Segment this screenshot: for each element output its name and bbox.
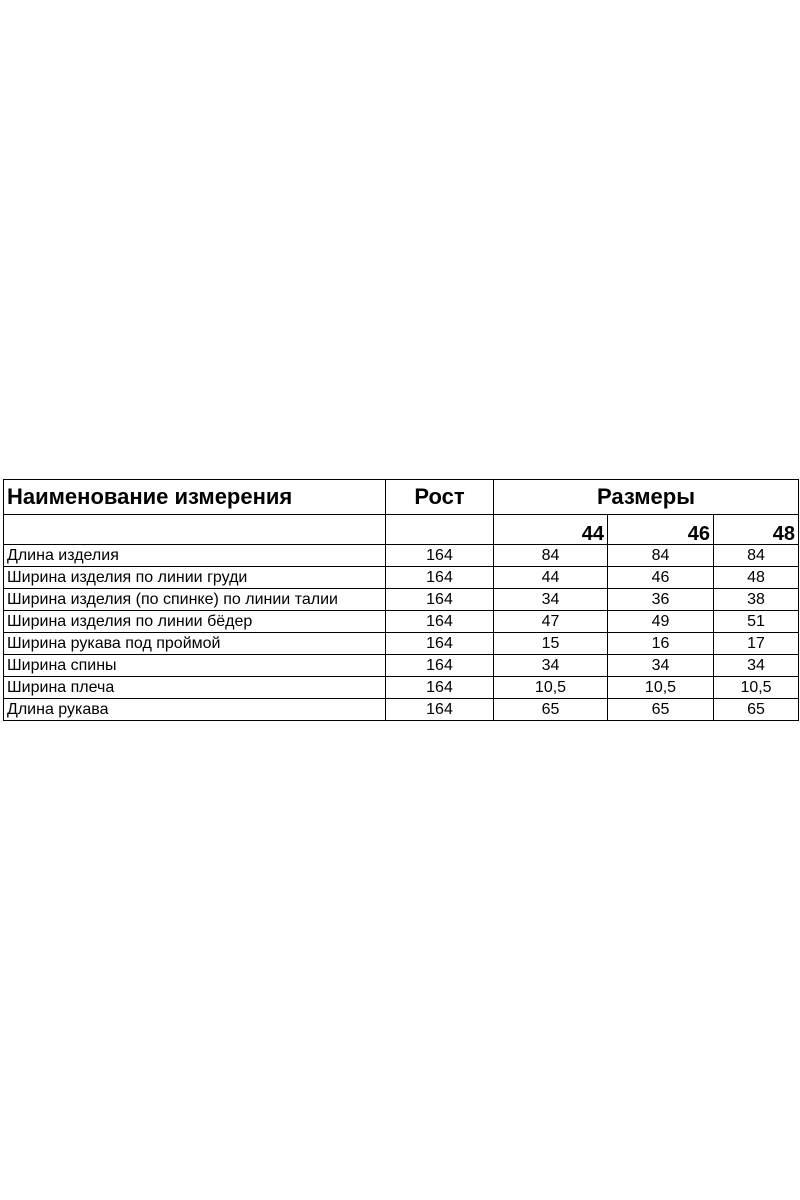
size-value: 17 [714,633,799,655]
size-48-header: 48 [714,515,799,545]
size-value: 34 [608,655,714,677]
size-value: 10,5 [494,677,608,699]
size-value: 84 [608,545,714,567]
size-value: 16 [608,633,714,655]
table-row [4,567,799,589]
height-value: 164 [386,633,494,655]
header-height: Рост [386,480,494,515]
size-value: 44 [494,567,608,589]
table-row [4,545,799,567]
table-row [4,699,799,721]
measurement-name: Ширина изделия (по спинке) по линии талии [4,589,386,611]
measurement-name: Ширина спины [4,655,386,677]
size-chart-table [3,479,799,721]
size-value: 38 [714,589,799,611]
measurement-name: Ширина плеча [4,677,386,699]
size-value: 65 [714,699,799,721]
size-value: 10,5 [714,677,799,699]
size-value: 51 [714,611,799,633]
height-value: 164 [386,589,494,611]
height-value: 164 [386,545,494,567]
size-value: 46 [608,567,714,589]
table-header-row [4,480,799,515]
header-sizes: Размеры [494,480,799,515]
size-value: 34 [494,655,608,677]
height-value: 164 [386,699,494,721]
table-row [4,677,799,699]
measurement-name: Ширина рукава под проймой [4,633,386,655]
size-46-header: 46 [608,515,714,545]
size-value: 15 [494,633,608,655]
height-value: 164 [386,611,494,633]
table-row [4,655,799,677]
size-value: 49 [608,611,714,633]
size-value: 48 [714,567,799,589]
subheader-empty-height [386,515,494,545]
measurement-name: Ширина изделия по линии бёдер [4,611,386,633]
table-subheader-row [4,515,799,545]
measurement-name: Длина рукава [4,699,386,721]
size-value: 34 [714,655,799,677]
height-value: 164 [386,567,494,589]
table-row [4,589,799,611]
size-value: 84 [714,545,799,567]
size-value: 47 [494,611,608,633]
measurement-name: Длина изделия [4,545,386,567]
header-measurement-name: Наименование измерения [4,480,386,515]
size-44-header: 44 [494,515,608,545]
table-row [4,633,799,655]
height-value: 164 [386,677,494,699]
size-value: 36 [608,589,714,611]
height-value: 164 [386,655,494,677]
size-value: 84 [494,545,608,567]
subheader-empty-name [4,515,386,545]
size-value: 65 [608,699,714,721]
size-value: 34 [494,589,608,611]
table-row [4,611,799,633]
size-value: 10,5 [608,677,714,699]
size-value: 65 [494,699,608,721]
measurement-name: Ширина изделия по линии груди [4,567,386,589]
